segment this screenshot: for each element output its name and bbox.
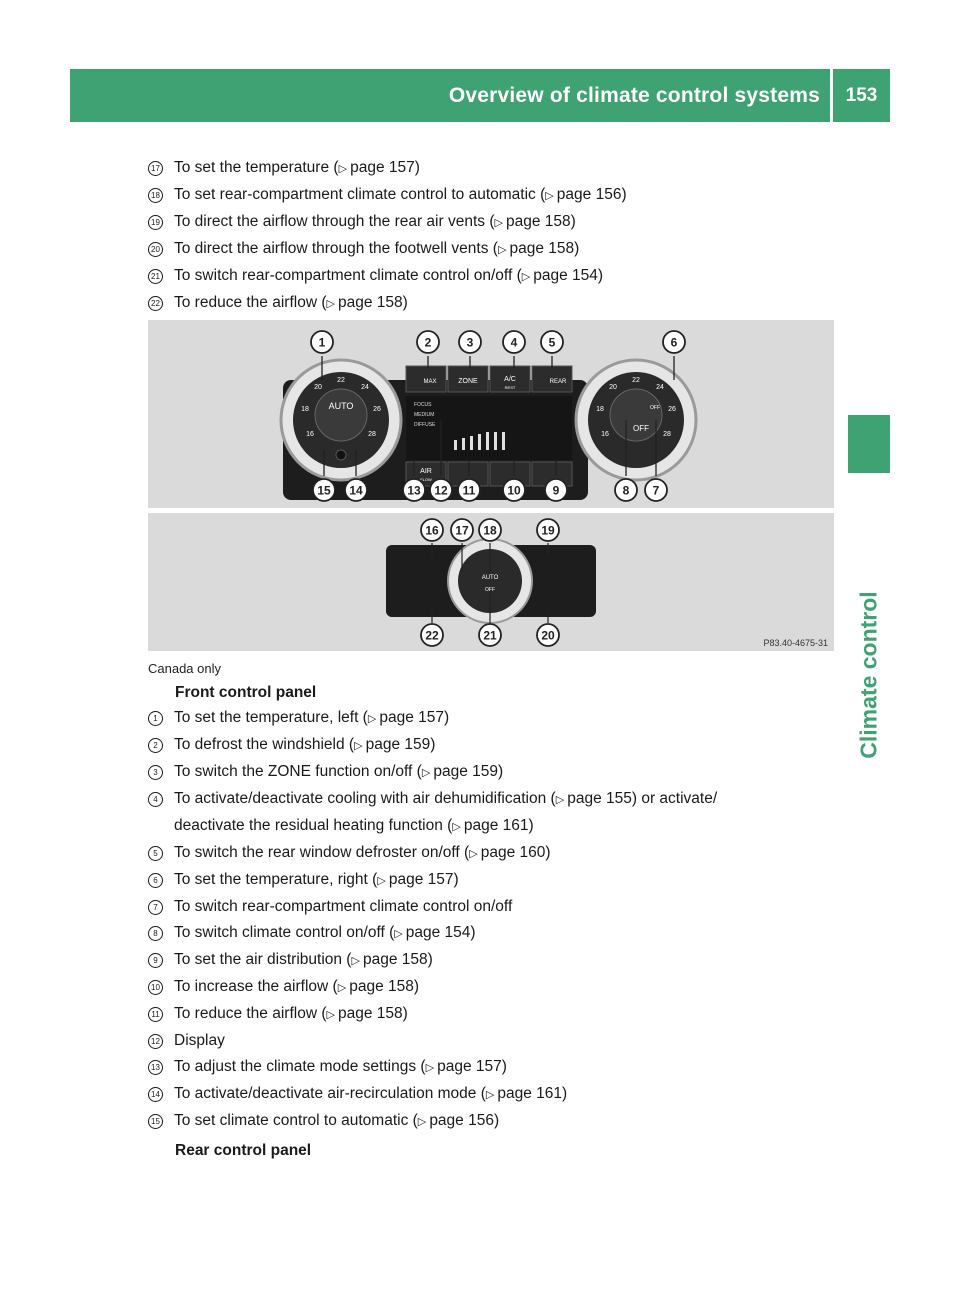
header-title: Overview of climate control systems xyxy=(448,83,820,107)
page-ref-arrow-icon: ▷ xyxy=(354,740,366,752)
list-item xyxy=(148,920,717,947)
region-caption: Canada only xyxy=(148,661,221,676)
item-number-badge: 7 xyxy=(148,894,174,920)
side-tab-block xyxy=(848,415,890,473)
item-text: To direct the airflow through the footwell vents (▷ page 158) xyxy=(174,240,580,257)
item-number-badge: 17 xyxy=(148,155,174,182)
item-text: To direct the airflow through the rear air vents (▷ page 158) xyxy=(174,213,576,230)
left-temp-28: 28 xyxy=(368,431,376,438)
callout-number: 2 xyxy=(424,335,432,350)
page-reference-link[interactable]: page 154 xyxy=(533,267,598,284)
item-text: To switch the ZONE function on/off (▷ page 159) xyxy=(174,763,504,780)
list-item xyxy=(148,155,627,182)
page-ref-arrow-icon: ▷ xyxy=(421,767,434,779)
callout-number: 3 xyxy=(466,335,474,350)
callout-number: 12 xyxy=(434,483,448,498)
front-panel-heading: Front control panel xyxy=(175,684,317,701)
item-text: To activate/deactivate air-recirculation mode (▷ page 161) xyxy=(174,1085,568,1102)
page-header xyxy=(70,69,830,122)
page-ref-arrow-icon: ▷ xyxy=(351,955,363,967)
item-number-badge: 21 xyxy=(148,263,174,290)
item-number-badge: 19 xyxy=(148,209,174,236)
display-diffuse-label: DIFFUSE xyxy=(414,422,436,428)
item-text: To set the temperature (▷ page 157) xyxy=(174,159,420,176)
item-number-badge: 13 xyxy=(148,1054,174,1081)
callout-number: 19 xyxy=(541,523,555,538)
callout-number: 5 xyxy=(548,335,556,350)
max-button-label: MAX xyxy=(423,379,437,385)
callout-number: 21 xyxy=(483,628,497,643)
callout-number: 17 xyxy=(455,523,469,538)
rear-dial-off-label: OFF xyxy=(485,587,495,593)
left-temp-22: 22 xyxy=(337,377,345,384)
item-text: To switch climate control on/off (▷ page 154) xyxy=(174,924,476,941)
list-item xyxy=(148,182,627,209)
callout-number: 1 xyxy=(318,335,326,350)
page-ref-arrow-icon: ▷ xyxy=(417,1116,430,1128)
rear-control-panel-figure xyxy=(148,513,834,651)
page-ref-arrow-icon: ▷ xyxy=(494,217,506,229)
page-reference-link[interactable]: page 155 xyxy=(567,790,632,807)
item-number-badge: 4 xyxy=(148,786,174,813)
rest-button-label: REST xyxy=(504,385,516,390)
item-text: To set the temperature, right (▷ page 157) xyxy=(174,871,459,888)
item-number-badge: 18 xyxy=(148,182,174,209)
page-reference-link[interactable]: page 159 xyxy=(433,763,498,780)
list-item xyxy=(148,894,717,920)
item-number-badge: 12 xyxy=(148,1028,174,1054)
page-ref-arrow-icon: ▷ xyxy=(521,271,534,283)
item-text: To adjust the climate mode settings (▷ page 157) xyxy=(174,1058,507,1075)
list-item xyxy=(148,705,717,732)
list-item xyxy=(148,974,717,1001)
page-reference-link[interactable]: page 161 xyxy=(497,1085,563,1102)
item-text: To activate/deactivate cooling with air dehumidification (▷ page 155) or activate/ xyxy=(174,790,718,807)
list-item xyxy=(148,1108,717,1135)
page-ref-arrow-icon: ▷ xyxy=(377,875,389,887)
item-number-badge: 8 xyxy=(148,920,174,947)
item-text: To set climate control to automatic (▷ page 156) xyxy=(174,1112,500,1129)
left-temp-24: 24 xyxy=(361,384,369,391)
item-text: To increase the airflow (▷ page 158) xyxy=(174,978,420,995)
right-temp-22: 22 xyxy=(632,377,640,384)
page-reference-link[interactable]: page 158 xyxy=(506,213,571,230)
page-reference-link[interactable]: page 156 xyxy=(556,186,622,203)
page-reference-link[interactable]: page 158 xyxy=(338,1005,403,1022)
item-number-badge: 9 xyxy=(148,947,174,974)
page-reference-link[interactable]: page 158 xyxy=(363,951,428,968)
page-reference-link[interactable]: page 156 xyxy=(429,1112,494,1129)
callout-number: 16 xyxy=(425,523,439,538)
ac-button-label: A/C xyxy=(504,376,516,383)
callout-number: 9 xyxy=(552,483,560,498)
item-number-badge: 1 xyxy=(148,705,174,732)
air-flow-button-sublabel: FLOW xyxy=(420,477,432,482)
left-temp-18: 18 xyxy=(301,406,309,413)
item-text: To reduce the airflow (▷ page 158) xyxy=(174,1005,408,1022)
list-item xyxy=(148,759,717,786)
right-temp-24: 24 xyxy=(656,384,664,391)
page-ref-arrow-icon: ▷ xyxy=(469,848,481,860)
list-item xyxy=(148,732,717,759)
page-reference-link[interactable]: page 157 xyxy=(437,1058,502,1075)
left-dial-auto-label: AUTO xyxy=(328,401,354,411)
page-ref-arrow-icon: ▷ xyxy=(497,244,510,256)
page-ref-arrow-icon: ▷ xyxy=(555,794,568,806)
callout-number: 6 xyxy=(670,335,678,350)
right-temp-26: 26 xyxy=(668,406,676,413)
item-text: To defrost the windshield (▷ page 159) xyxy=(174,736,436,753)
page-reference-link[interactable]: page 158 xyxy=(338,294,403,311)
item-text: deactivate the residual heating function (▷ page 161) xyxy=(174,817,534,834)
rear-dial-auto-label: AUTO xyxy=(481,575,499,581)
list-item xyxy=(148,263,627,290)
item-number-badge: 11 xyxy=(148,1001,174,1028)
callout-number: 20 xyxy=(541,628,555,643)
rear-button-label: REAR xyxy=(549,379,567,385)
list-item xyxy=(148,1081,717,1108)
item-number-badge: 6 xyxy=(148,867,174,894)
callout-number: 10 xyxy=(507,483,521,498)
front-control-panel-figure xyxy=(148,320,834,508)
item-number-badge: 10 xyxy=(148,974,174,1001)
list-item xyxy=(148,840,717,867)
item-number-badge: 15 xyxy=(148,1108,174,1135)
item-text: To switch rear-compartment climate control on/off (▷ page 154) xyxy=(174,267,604,284)
page-reference-link[interactable]: page 157 xyxy=(388,871,454,888)
callout-number: 14 xyxy=(349,483,363,498)
list-item xyxy=(148,209,627,236)
item-number-badge: 20 xyxy=(148,236,174,263)
right-dial-off-label: OFF xyxy=(633,424,649,433)
list-item xyxy=(148,1001,717,1028)
front-panel-illustration xyxy=(148,320,834,508)
right-temp-18: 18 xyxy=(596,406,604,413)
page-reference-link[interactable]: page 158 xyxy=(349,978,414,995)
list-item xyxy=(148,813,717,840)
callout-number: 13 xyxy=(407,483,421,498)
item-text: To switch the rear window defroster on/off (▷ page 160) xyxy=(174,844,551,861)
item-text: To set the air distribution (▷ page 158) xyxy=(174,951,433,968)
item-text: To switch rear-compartment climate control on/off xyxy=(174,898,513,915)
left-temp-16: 16 xyxy=(306,431,314,438)
list-item xyxy=(148,1054,717,1081)
item-text: To reduce the airflow (▷ page 158) xyxy=(174,294,408,311)
page-reference-link[interactable]: page 159 xyxy=(365,736,431,753)
item-number-badge: 2 xyxy=(148,732,174,759)
page-ref-arrow-icon: ▷ xyxy=(326,298,339,310)
right-temp-20: 20 xyxy=(609,384,617,391)
left-temp-26: 26 xyxy=(373,406,381,413)
page-reference-link[interactable]: page 160 xyxy=(480,844,546,861)
left-temp-20: 20 xyxy=(314,384,322,391)
page-reference-link[interactable]: page 158 xyxy=(509,240,575,257)
page-ref-arrow-icon: ▷ xyxy=(452,821,464,833)
page-ref-arrow-icon: ▷ xyxy=(394,928,406,940)
display-medium-label: MEDIUM xyxy=(414,412,435,418)
item-number-badge: 5 xyxy=(148,840,174,867)
display-focus-label: FOCUS xyxy=(414,402,432,408)
callout-number: 22 xyxy=(425,628,439,643)
list-item xyxy=(148,947,717,974)
item-number-badge xyxy=(148,813,174,840)
page-ref-arrow-icon: ▷ xyxy=(425,1062,438,1074)
page-ref-arrow-icon: ▷ xyxy=(338,163,351,175)
page-ref-arrow-icon: ▷ xyxy=(485,1089,498,1101)
item-text: Display xyxy=(174,1032,225,1049)
right-temp-28: 28 xyxy=(663,431,671,438)
list-item xyxy=(148,1028,717,1054)
item-number-badge: 22 xyxy=(148,290,174,317)
callout-number: 11 xyxy=(462,483,476,498)
figure-code: P83.40-4675-31 xyxy=(763,638,828,648)
list-item xyxy=(148,786,717,813)
callout-number: 18 xyxy=(483,523,497,538)
page-ref-arrow-icon: ▷ xyxy=(337,982,350,994)
page-reference-link[interactable]: page 161 xyxy=(463,817,529,834)
right-dial-off-small-label: OFF xyxy=(650,405,660,411)
page-ref-arrow-icon: ▷ xyxy=(326,1009,339,1021)
page-reference-link[interactable]: page 157 xyxy=(350,159,415,176)
item-number-badge: 3 xyxy=(148,759,174,786)
callout-number: 7 xyxy=(652,483,660,498)
page-ref-arrow-icon: ▷ xyxy=(367,713,380,725)
callout-number: 4 xyxy=(510,335,518,350)
list-item xyxy=(148,290,627,317)
side-tab-label: Climate control xyxy=(855,591,882,759)
callout-number: 8 xyxy=(622,483,630,498)
front-item-list xyxy=(148,705,717,1135)
list-item xyxy=(148,867,717,894)
air-flow-button-label: AIR xyxy=(420,468,432,475)
right-temp-16: 16 xyxy=(601,431,609,438)
item-text: To set the temperature, left (▷ page 157) xyxy=(174,709,450,726)
item-number-badge: 14 xyxy=(148,1081,174,1108)
rear-panel-heading: Rear control panel xyxy=(175,1142,312,1159)
page-number: 153 xyxy=(833,69,890,122)
list-item xyxy=(148,236,627,263)
zone-button-label: ZONE xyxy=(458,378,478,385)
top-item-list xyxy=(148,155,627,317)
page-reference-link[interactable]: page 157 xyxy=(379,709,445,726)
page-reference-link[interactable]: page 154 xyxy=(405,924,471,941)
callout-number: 15 xyxy=(317,483,331,498)
rear-panel-illustration xyxy=(148,513,834,651)
page-ref-arrow-icon: ▷ xyxy=(545,190,557,202)
item-text: To set rear-compartment climate control to automatic (▷ page 156) xyxy=(174,186,627,203)
